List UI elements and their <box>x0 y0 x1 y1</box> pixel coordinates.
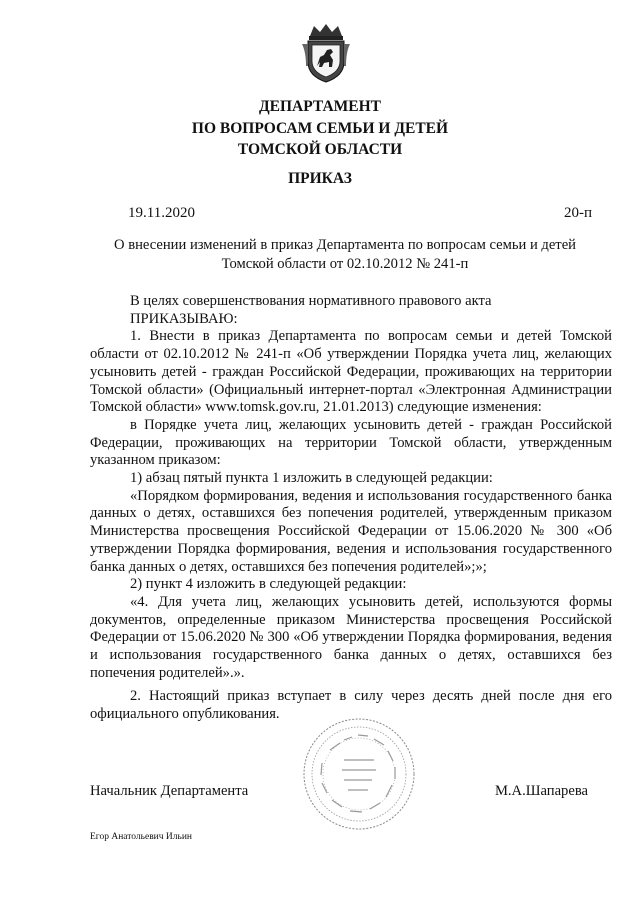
signatory-name: М.А.Шапарева <box>494 783 588 799</box>
body-paragraph: 1) абзац пятый пункта 1 изложить в следующей редакции: <box>130 470 493 487</box>
body-paragraph: 2. Настоящий приказ вступает в силу через десять дней после дня его официального опубликования. <box>90 688 612 723</box>
document-date: 19.11.2020 <box>128 205 195 221</box>
document-subject <box>78 236 612 274</box>
department-title-line-3: ТОМСКОЙ ОБЛАСТИ <box>237 141 403 158</box>
document-number: 20-п <box>563 205 592 221</box>
electronic-signature-stamp-icon <box>300 715 418 833</box>
department-title-line-1: ДЕПАРТАМЕНТ <box>258 98 382 115</box>
document-type: ПРИКАЗ <box>288 170 352 187</box>
body-paragraph: в Порядке учета лиц, желающих усыновить детей - граждан Российской Федерации, проживающих на территории Томской области, утвержденным указанном приказом: <box>90 416 612 469</box>
tomsk-region-emblem-icon <box>300 22 352 84</box>
subject-line: О внесении изменений в приказ Департамента по вопросам семьи и детей <box>114 237 576 253</box>
body-paragraph: «4. Для учета лиц, желающих усыновить детей, используются формы документов, определенные приказом Министерства просвещения Российской Федерации от 15.06.2020 № 300 «Об утверждении Порядка формирования, ведения и использования государственного банка данных о детях, оставшихся без попечения родителей».». <box>90 593 612 681</box>
document-body <box>90 293 612 724</box>
subject-line: Томской области от 02.10.2012 № 241-п <box>221 256 469 272</box>
department-title-line-2: ПО ВОПРОСАМ СЕМЬИ И ДЕТЕЙ <box>191 120 449 137</box>
body-paragraph: «Порядком формирования, ведения и использования государственного банка данных о детях, оставшихся без попечения родителей, утвержденным приказом Министерства просвещения Российской Федерации от 15.06.2020 № 300 «Об утверждении Порядка формирования, ведения и использования государственного банка данных о детях, оставшихся без попечения родителей»;»; <box>90 487 612 575</box>
executor-name: Егор Анатольевич Ильин <box>90 832 193 842</box>
signatory-role: Начальник Департамента <box>90 783 249 799</box>
body-paragraph: 2) пункт 4 изложить в следующей редакции: <box>130 576 407 593</box>
body-paragraph: В целях совершенствования нормативного правового акта <box>130 293 492 309</box>
body-paragraph: 1. Внести в приказ Департамента по вопросам семьи и детей Томской области от 02.10.2012 № 241-п «Об утверждении Порядка учета лиц, желающих усыновить детей - граждан Российской Федерации, проживающих на территории Томской области» (Официальный интернет-портал «Электронная Администрации Томской области» www.tomsk.gov.ru, 21.01.2013) следующие изменения: <box>90 328 612 416</box>
body-paragraph: ПРИКАЗЫВАЮ: <box>130 310 238 327</box>
